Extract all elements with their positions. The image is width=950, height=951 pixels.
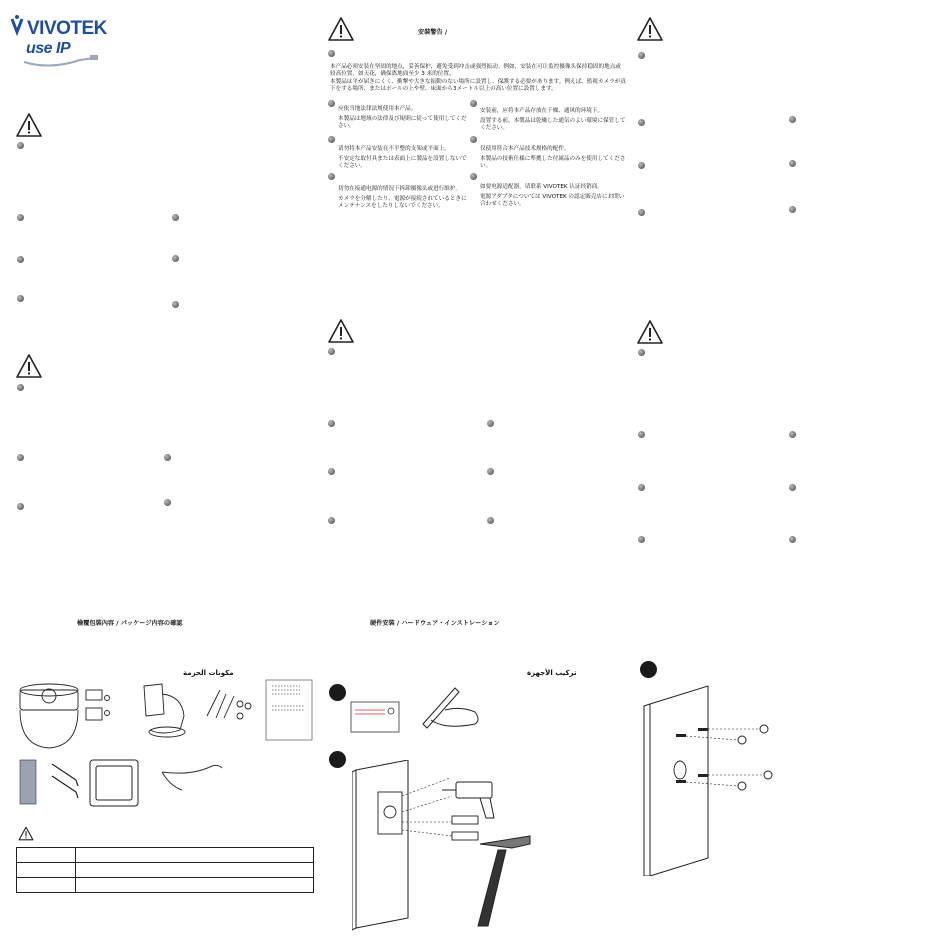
- step-number-icon: [640, 661, 657, 678]
- bullet-icon: [487, 420, 494, 427]
- bullet-icon: [328, 173, 335, 180]
- bullet-icon: [638, 536, 645, 543]
- bullet-icon: [328, 100, 335, 107]
- use-ip-text: use IP: [26, 40, 71, 57]
- wall-bracket-icon: [144, 684, 185, 737]
- bullet-icon: [470, 100, 477, 107]
- bullet-icon: [17, 256, 24, 263]
- warning-icon: [636, 16, 664, 42]
- step-number-icon: [329, 751, 346, 768]
- right-item-2-zh: 仅使用符合本产品技术规格的配件。: [480, 146, 570, 152]
- bullet-icon: [470, 136, 477, 143]
- left-item-1-zh: 应依当地法律法规使用本产品。: [338, 106, 417, 112]
- bullet-icon: [17, 503, 24, 510]
- install-header: 硬件安裝 / ハードウェア・インストレーション: [370, 620, 500, 627]
- right-item-2-ja: 本製品の技術仕様に準拠した付属品のみを使用してください。: [480, 156, 626, 170]
- bullet-icon: [164, 454, 171, 461]
- drill-icon: [442, 782, 494, 818]
- bullet-icon: [789, 431, 796, 438]
- package-contents-illustration: [12, 676, 317, 811]
- bullet-icon: [328, 468, 335, 475]
- template-on-wall-icon: [378, 792, 402, 834]
- pen-hand-icon: [423, 688, 478, 728]
- left-item-3-zh: 切勿在接通电源的情况下拆卸摄像头或进行维护。: [338, 186, 462, 192]
- bullet-icon: [789, 160, 796, 167]
- bullet-icon: [638, 349, 645, 356]
- desiccant-icon: [20, 760, 36, 804]
- wall-panel-icon: [352, 760, 408, 930]
- step2-illustration: [352, 760, 552, 932]
- right-item-3-ja: 電源アダプタについては VIVOTEK の認定販売店にお問い合わせください。: [480, 194, 625, 208]
- vivotek-logo: [10, 14, 105, 40]
- guide-lines: [686, 729, 764, 786]
- connector-icon: [86, 690, 110, 720]
- bullet-icon: [17, 214, 24, 221]
- package-header: 檢覆包裝內容 / パッケージ内容の確認: [77, 620, 183, 627]
- cable-hole-icon: [674, 761, 686, 779]
- screw-kit-icon: [207, 690, 251, 719]
- bullet-icon: [172, 214, 179, 221]
- table-row: [17, 878, 314, 893]
- install-header-arabic: تركيب الأجهزة: [527, 669, 577, 677]
- bullet-icon: [172, 301, 179, 308]
- bullet-icon: [487, 468, 494, 475]
- washer-icon: [738, 725, 772, 790]
- step1-illustration: [345, 680, 485, 740]
- bullet-icon: [328, 517, 335, 524]
- right-item-3-zh: 如要电源适配器，请联系 VIVOTEK 认证经销商。: [480, 184, 603, 190]
- left-item-1-ja: 本製品は地域の法律及び規則に従って使用してください。: [338, 116, 467, 130]
- package-header-arabic: مكونات الحزمة: [183, 669, 234, 677]
- quick-guide-icon: [266, 680, 312, 740]
- bullet-icon: [638, 431, 645, 438]
- left-item-3-ja: カメラを分解したり、電源が接続されているときにメンテナンスをしたりしないでください。: [338, 196, 467, 210]
- bullet-icon: [789, 206, 796, 213]
- bullet-icon: [164, 499, 171, 506]
- anchor-icon: [452, 816, 478, 840]
- bullet-icon: [328, 136, 335, 143]
- step3-illustration: [640, 682, 790, 876]
- template-sheet-icon: [351, 702, 399, 732]
- bullet-icon: [638, 484, 645, 491]
- cable-icon: [162, 765, 222, 790]
- table-row: [17, 863, 314, 878]
- warning-icon: [18, 826, 34, 841]
- bullet-icon: [328, 50, 335, 57]
- bullet-icon: [789, 536, 796, 543]
- bullet-icon: [328, 348, 335, 355]
- bullet-icon: [17, 454, 24, 461]
- warning-paragraph-zh: 本产品必须安装在坚固的地点，妥善保护，避免受到冲击或强烈振动。例如，安装在可让监控摄像头保持稳固的地点或较高位置，如天花，确保离地面至少 3 米的位置。: [330, 64, 621, 78]
- hammer-icon: [478, 836, 530, 926]
- right-item-1-zh: 安装前，应将本产品存放在干燥、通风的环境下。: [480, 108, 604, 114]
- bullet-icon: [17, 142, 24, 149]
- bullet-icon: [789, 116, 796, 123]
- bullet-icon: [17, 384, 24, 391]
- mounting-template-icon: [90, 760, 138, 806]
- dome-camera-icon: [20, 684, 78, 748]
- guide-lines: [402, 778, 452, 836]
- warning-icon: [327, 318, 355, 344]
- left-item-2-zh: 请勿将本产品安装在不平整的支架或平面上。: [338, 146, 450, 152]
- bullet-icon: [487, 517, 494, 524]
- brand-name: VIVOTEK: [27, 18, 107, 39]
- warning-icon: [636, 319, 664, 345]
- table-row: [17, 848, 314, 863]
- hex-key-icon: [52, 764, 78, 798]
- bullet-icon: [638, 162, 645, 169]
- bullet-icon: [172, 255, 179, 262]
- warning-paragraph-ja: 本製品は平が届きにくく、衝撃や大きな振動のない場所に設置し、保護する必要があります。例えば、監視カメラが真下をする場所、またはポールの上や壁、床面から3メートル以上の高い位置に設置します。: [330, 79, 626, 93]
- bullet-icon: [638, 209, 645, 216]
- bullet-icon: [638, 119, 645, 126]
- bullet-icon: [789, 484, 796, 491]
- warning-icon: [15, 112, 43, 138]
- step-number-icon: [329, 684, 346, 701]
- warning-icon: [15, 353, 43, 379]
- bullet-icon: [17, 295, 24, 302]
- bullet-icon: [328, 420, 335, 427]
- right-item-1-ja: 設置する前、本製品は乾燥した通気のよい環境に保管してください。: [480, 118, 626, 132]
- anchors-in-wall-icon: [676, 728, 708, 783]
- notice-table: [16, 847, 314, 893]
- use-ip-logo: [20, 40, 100, 70]
- safety-header: 安裝警告 /: [418, 29, 448, 36]
- bullet-icon: [638, 52, 645, 59]
- left-item-2-ja: 不安定な取付具または表面上に製品を設置しないでください。: [338, 156, 467, 170]
- bullet-icon: [470, 173, 477, 180]
- warning-icon: [327, 16, 355, 42]
